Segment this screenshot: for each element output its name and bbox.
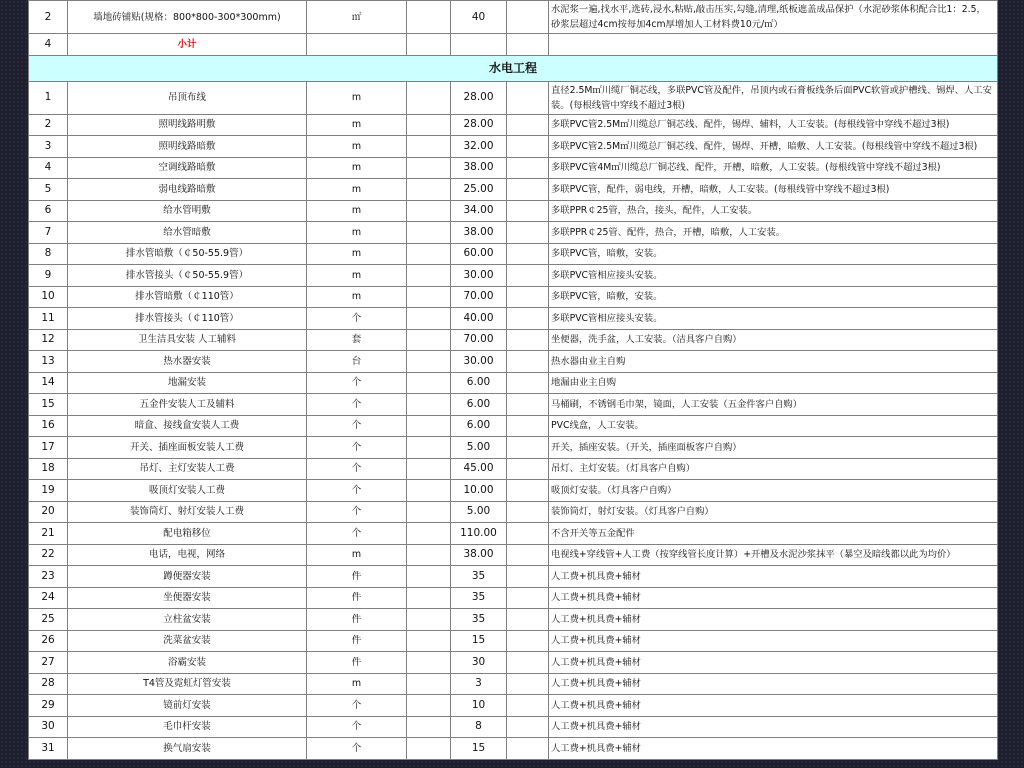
item-description: 人工费+机具费+辅材: [549, 738, 998, 760]
item-unit: m: [307, 673, 407, 695]
item-unit: 个: [307, 308, 407, 330]
item-price: 60.00: [451, 243, 507, 265]
item-price: 70.00: [451, 286, 507, 308]
table-row: [29, 716, 998, 738]
table-row: [29, 265, 998, 287]
item-description: 人工费+机具费+辅材: [549, 652, 998, 674]
item-description: 人工费+机具费+辅材: [549, 673, 998, 695]
item-description: 多联PVC管相应接头安装。: [549, 308, 998, 330]
item-price: 40.00: [451, 308, 507, 330]
row-number: 2: [29, 1, 68, 34]
table-row: [29, 394, 998, 416]
item-name: 热水器安装: [68, 351, 307, 373]
item-description: 人工费+机具费+辅材: [549, 695, 998, 717]
table-row: [29, 544, 998, 566]
row-number: 20: [29, 501, 68, 523]
row-number: 3: [29, 136, 68, 158]
item-description: 装饰筒灯，射灯安装。（灯具客户自购）: [549, 501, 998, 523]
row-number: 13: [29, 351, 68, 373]
row-number: 31: [29, 738, 68, 760]
item-name: 吸顶灯安装人工费: [68, 480, 307, 502]
item-price: 35: [451, 566, 507, 588]
table-row: [29, 738, 998, 760]
row-number: 21: [29, 523, 68, 545]
item-unit: 个: [307, 738, 407, 760]
item-unit: m: [307, 286, 407, 308]
item-price: 10: [451, 695, 507, 717]
item-description: 吸顶灯安装。（灯具客户自购）: [549, 480, 998, 502]
item-name: 给水管暗敷: [68, 222, 307, 244]
row-number: 14: [29, 372, 68, 394]
table-row: [29, 222, 998, 244]
item-unit: 件: [307, 652, 407, 674]
item-description: 多联PVC管，暗敷，安装。: [549, 286, 998, 308]
table-row: [29, 157, 998, 179]
item-price: 6.00: [451, 394, 507, 416]
row-number: 11: [29, 308, 68, 330]
item-name: 暗盒、接线盒安装人工费: [68, 415, 307, 437]
item-name: 空调线路暗敷: [68, 157, 307, 179]
item-unit: m: [307, 114, 407, 136]
item-name: 洗菜盆安装: [68, 630, 307, 652]
item-name: 排水管接头（￠50-55.9管）: [68, 265, 307, 287]
table-row: [29, 415, 998, 437]
item-name: T4管及霓虹灯管安装: [68, 673, 307, 695]
item-description: 人工费+机具费+辅材: [549, 716, 998, 738]
item-price: 35: [451, 609, 507, 631]
item-name: 毛巾杆安装: [68, 716, 307, 738]
item-unit: m: [307, 544, 407, 566]
table-row: [29, 630, 998, 652]
item-name: 立柱盆安装: [68, 609, 307, 631]
item-description: 人工费+机具费+辅材: [549, 630, 998, 652]
item-unit: m: [307, 222, 407, 244]
item-unit: 个: [307, 458, 407, 480]
item-name: 排水管暗敷（￠50-55.9管）: [68, 243, 307, 265]
item-price: 70.00: [451, 329, 507, 351]
item-description: 热水器由业主自购: [549, 351, 998, 373]
row-number: 9: [29, 265, 68, 287]
item-unit: 件: [307, 609, 407, 631]
table-row: [29, 329, 998, 351]
item-name: 吊灯、主灯安装人工费: [68, 458, 307, 480]
item-price: 32.00: [451, 136, 507, 158]
item-price: 6.00: [451, 415, 507, 437]
item-price: 25.00: [451, 179, 507, 201]
row-number: 22: [29, 544, 68, 566]
item-name: 换气扇安装: [68, 738, 307, 760]
item-unit: m: [307, 157, 407, 179]
item-description: 多联PVC管，配件，弱电线，开槽，暗敷，人工安装。(每根线管中穿线不超过3根): [549, 179, 998, 201]
item-name: 墙地砖铺贴(规格：800*800-300*300mm): [68, 1, 307, 34]
item-unit: 个: [307, 716, 407, 738]
item-description: 马桶刷，不锈钢毛巾架，镜面，人工安装（五金件客户自购）: [549, 394, 998, 416]
item-unit: m: [307, 200, 407, 222]
item-description: 直径2.5M㎡川缆厂铜芯线，多联PVC管及配件，吊顶内或石膏板线条后面PVC软管或护槽线、锡焊、人工安装。(每根线管中穿线不超过3根): [549, 81, 998, 114]
item-name: 卫生洁具安装 人工辅料: [68, 329, 307, 351]
item-description: 电视线+穿线管+人工费（按穿线管长度计算）+开槽及水泥沙浆抹平（暴空及暗线都以此为均价）: [549, 544, 998, 566]
item-name: 浴霸安装: [68, 652, 307, 674]
row-number: 25: [29, 609, 68, 631]
item-price: 34.00: [451, 200, 507, 222]
item-description: 多联PVC管2.5M㎡川缆总厂铜芯线、配件，锡焊、开槽，暗敷、人工安装。(每根线管中穿线不超过3根): [549, 136, 998, 158]
table-row: [29, 480, 998, 502]
item-name: 配电箱移位: [68, 523, 307, 545]
row-number: 27: [29, 652, 68, 674]
item-description: 不含开关等五金配件: [549, 523, 998, 545]
item-description: 吊灯、主灯安装。（灯具客户自购）: [549, 458, 998, 480]
row-number: 26: [29, 630, 68, 652]
table-row: [29, 437, 998, 459]
row-number: 8: [29, 243, 68, 265]
item-description: 开关，插座安装。（开关，插座面板客户自购）: [549, 437, 998, 459]
row-number: 19: [29, 480, 68, 502]
item-price: 10.00: [451, 480, 507, 502]
item-unit: 件: [307, 566, 407, 588]
item-unit: 个: [307, 372, 407, 394]
item-unit: m: [307, 136, 407, 158]
item-description: 多联PVC管相应接头安装。: [549, 265, 998, 287]
item-price: 5.00: [451, 501, 507, 523]
row-number: 28: [29, 673, 68, 695]
table-row: [29, 501, 998, 523]
item-name: 装饰筒灯、射灯安装人工费: [68, 501, 307, 523]
item-price: 38.00: [451, 544, 507, 566]
item-name: 开关、插座面板安装人工费: [68, 437, 307, 459]
table-row: [29, 566, 998, 588]
item-price: 15: [451, 738, 507, 760]
item-price: 40: [451, 1, 507, 34]
item-price: 15: [451, 630, 507, 652]
row-number: 6: [29, 200, 68, 222]
quotation-table: [28, 0, 998, 760]
subtotal-label: 小计: [68, 34, 307, 56]
item-unit: m: [307, 243, 407, 265]
item-price: 8: [451, 716, 507, 738]
item-name: 地漏安装: [68, 372, 307, 394]
item-price: 6.00: [451, 372, 507, 394]
section-title: 水电工程: [29, 55, 998, 81]
item-description: 多联PPR￠25管、配件，热合，开槽，暗敷，人工安装。: [549, 222, 998, 244]
table-row: [29, 609, 998, 631]
item-name: 排水管暗敷（￠110管）: [68, 286, 307, 308]
item-price: 5.00: [451, 437, 507, 459]
item-description: 地漏由业主自购: [549, 372, 998, 394]
item-price: 30.00: [451, 351, 507, 373]
table-row: [29, 179, 998, 201]
item-price: 28.00: [451, 81, 507, 114]
item-unit: 个: [307, 695, 407, 717]
quotation-sheet: [28, 0, 997, 760]
item-unit: m: [307, 265, 407, 287]
item-description: 多联PPR￠25管，热合，接头，配件，人工安装。: [549, 200, 998, 222]
item-name: 照明线路暗敷: [68, 136, 307, 158]
table-row: [29, 243, 998, 265]
item-price: 3: [451, 673, 507, 695]
item-unit: 个: [307, 394, 407, 416]
item-name: 电话，电视，网络: [68, 544, 307, 566]
table-row: [29, 587, 998, 609]
row-number: 29: [29, 695, 68, 717]
row-number: 4: [29, 157, 68, 179]
table-row: [29, 200, 998, 222]
item-name: 蹲便器安装: [68, 566, 307, 588]
item-unit: 件: [307, 630, 407, 652]
item-name: 镜前灯安装: [68, 695, 307, 717]
item-unit: 套: [307, 329, 407, 351]
item-name: 五金件安装人工及辅料: [68, 394, 307, 416]
row-number: 4: [29, 34, 68, 56]
item-description: 水泥浆一遍,找水平,选砖,浸水,粘贴,敲击压实,勾缝,清理,纸板遮盖成品保护（水泥砂浆体积配合比1：2.5，砂浆层超过4cm按每加4cm厚增加人工材料费10元/㎡）: [549, 1, 998, 34]
item-unit: 个: [307, 501, 407, 523]
item-unit: 个: [307, 415, 407, 437]
item-price: 30: [451, 652, 507, 674]
item-price: 38.00: [451, 222, 507, 244]
table-row: [29, 114, 998, 136]
item-unit: ㎡: [307, 1, 407, 34]
item-price: 35: [451, 587, 507, 609]
table-row: [29, 523, 998, 545]
row-number: 24: [29, 587, 68, 609]
item-unit: 个: [307, 523, 407, 545]
item-name: 吊顶布线: [68, 81, 307, 114]
item-price: 45.00: [451, 458, 507, 480]
table-row: [29, 136, 998, 158]
row-number: 16: [29, 415, 68, 437]
item-name: 排水管接头（￠110管）: [68, 308, 307, 330]
item-description: 多联PVC管2.5M㎡川缆总厂铜芯线、配件，锡焊、辅料，人工安装。(每根线管中穿线不超过3根): [549, 114, 998, 136]
item-description: PVC线盒，人工安装。: [549, 415, 998, 437]
table-row: [29, 652, 998, 674]
item-name: 照明线路明敷: [68, 114, 307, 136]
item-description: 坐便器，洗手盆，人工安装。（洁具客户自购）: [549, 329, 998, 351]
table-row: [29, 1, 998, 34]
item-unit: m: [307, 81, 407, 114]
item-description: 人工费+机具费+辅材: [549, 609, 998, 631]
subtotal-row: [29, 34, 998, 56]
table-row: [29, 372, 998, 394]
row-number: 23: [29, 566, 68, 588]
row-number: 1: [29, 81, 68, 114]
table-row: [29, 286, 998, 308]
item-name: 弱电线路暗敷: [68, 179, 307, 201]
item-unit: 个: [307, 437, 407, 459]
item-description: 人工费+机具费+辅材: [549, 566, 998, 588]
row-number: 15: [29, 394, 68, 416]
item-name: 给水管明敷: [68, 200, 307, 222]
item-description: 人工费+机具费+辅材: [549, 587, 998, 609]
row-number: 2: [29, 114, 68, 136]
table-row: [29, 308, 998, 330]
row-number: 17: [29, 437, 68, 459]
row-number: 7: [29, 222, 68, 244]
table-row: [29, 81, 998, 114]
item-description: 多联PVC管4M㎡川缆总厂铜芯线、配件，开槽，暗敷，人工安装。(每根线管中穿线不超过3根): [549, 157, 998, 179]
item-price: 38.00: [451, 157, 507, 179]
table-row: [29, 695, 998, 717]
item-price: 110.00: [451, 523, 507, 545]
item-price: 30.00: [451, 265, 507, 287]
row-number: 10: [29, 286, 68, 308]
item-price: 28.00: [451, 114, 507, 136]
item-unit: 台: [307, 351, 407, 373]
item-unit: 个: [307, 480, 407, 502]
item-name: 坐便器安装: [68, 587, 307, 609]
table-row: [29, 673, 998, 695]
row-number: 30: [29, 716, 68, 738]
row-number: 12: [29, 329, 68, 351]
section-header-row: [29, 55, 998, 81]
row-number: 18: [29, 458, 68, 480]
item-unit: m: [307, 179, 407, 201]
item-unit: 件: [307, 587, 407, 609]
table-row: [29, 458, 998, 480]
row-number: 5: [29, 179, 68, 201]
item-description: 多联PVC管，暗敷，安装。: [549, 243, 998, 265]
table-row: [29, 351, 998, 373]
